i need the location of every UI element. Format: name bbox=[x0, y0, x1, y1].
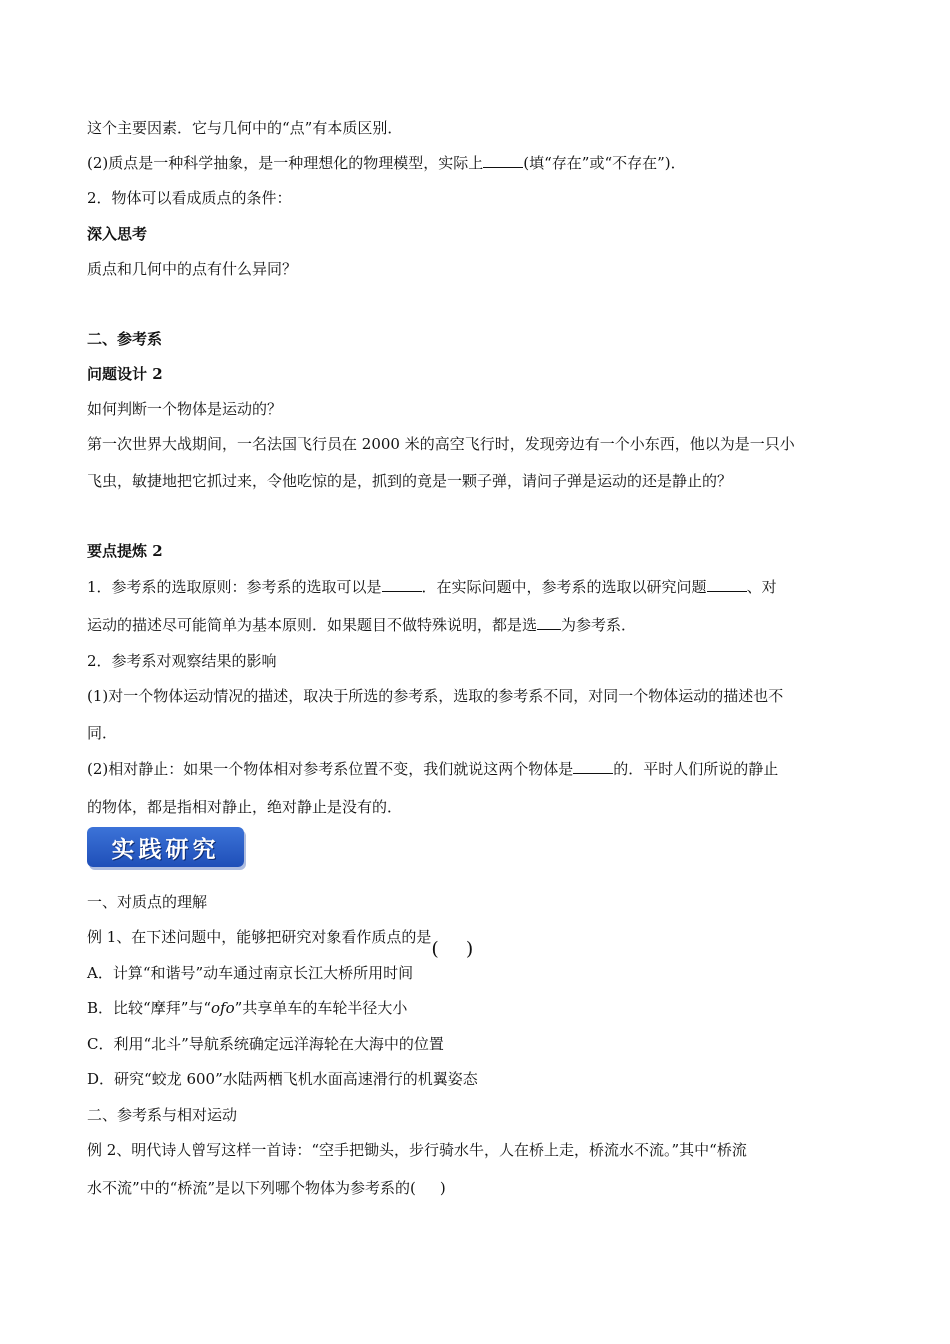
text-fragment: ofo bbox=[211, 999, 235, 1017]
text-line bbox=[87, 153, 864, 173]
paren-left: ( bbox=[431, 938, 439, 960]
text-line: (1)对一个物体运动情况的描述，取决于所选的参考系，选取的参考系不同，对同一个物体运动的描述也不 bbox=[87, 687, 784, 705]
paren-right: ) bbox=[465, 938, 474, 960]
banner-label: 实践研究 bbox=[111, 836, 220, 863]
text-line: 2．参考系对观察结果的影响 bbox=[87, 652, 277, 670]
text-line: 如何判断一个物体是运动的？ bbox=[87, 400, 283, 418]
text-fragment: ．在实际问题中，参考系的选取以研究问题 bbox=[421, 578, 707, 596]
option-d: D．研究“蛟龙 600”水陆两栖飞机水面高速滑行的机翼姿态 bbox=[87, 1070, 478, 1088]
section-heading: 问题设计 2 bbox=[87, 365, 163, 383]
question-stem: 例 2、明代诗人曾写这样一首诗：“空手把锄头，步行骑水牛，人在桥上走，桥流水不流。”其中“桥流 bbox=[87, 1141, 747, 1159]
text-line: 2．物体可以看成质点的条件： bbox=[87, 189, 292, 207]
text-fragment: (2)质点是一种科学抽象，是一种理想化的物理模型，实际上 bbox=[87, 154, 484, 172]
text-fragment: 的．平时人们所说的静止 bbox=[613, 760, 779, 778]
text-line: 第一次世界大战期间，一名法国飞行员在 2000 米的高空飞行时，发现旁边有一个小东西，他以为是一只小 bbox=[87, 435, 795, 453]
fill-blank bbox=[707, 577, 747, 592]
text-fragment: 为参考系． bbox=[561, 616, 637, 634]
section-heading: 二、参考系 bbox=[87, 330, 163, 348]
text-line: 飞虫，敏捷地把它抓过来，令他吃惊的是，抓到的竟是一颗子弹，请问子弹是运动的还是静止的？ bbox=[87, 472, 733, 490]
practice-research-banner bbox=[87, 827, 244, 867]
text-fragment: B．比较“摩拜”与“ bbox=[87, 999, 212, 1017]
section-heading: 要点提炼 2 bbox=[87, 542, 163, 560]
text-line: 这个主要因素．它与几何中的“点”有本质区别． bbox=[87, 119, 403, 137]
text-line: 的物体，都是指相对静止，绝对静止是没有的． bbox=[87, 798, 403, 816]
fill-blank bbox=[573, 759, 613, 774]
option-a: A．计算“和谐号”动车通过南京长江大桥所用时间 bbox=[87, 964, 414, 982]
text-line bbox=[87, 759, 864, 779]
text-fragment: ”共享单车的车轮半径大小 bbox=[234, 999, 408, 1017]
section-heading: 深入思考 bbox=[87, 225, 148, 243]
text-line: 同． bbox=[87, 724, 118, 742]
text-fragment: (2)相对静止：如果一个物体相对参考系位置不变，我们就说这两个物体是 bbox=[87, 760, 574, 778]
text-fragment: 、对 bbox=[746, 578, 777, 596]
text-line bbox=[87, 577, 864, 597]
option-c: C．利用“北斗”导航系统确定远洋海轮在大海中的位置 bbox=[87, 1035, 444, 1053]
text-fragment: 例 1、在下述问题中，能够把研究对象看作质点的是 bbox=[87, 928, 432, 946]
text-line: 二、参考系与相对运动 bbox=[87, 1106, 238, 1124]
text-line: 质点和几何中的点有什么异同？ bbox=[87, 260, 298, 278]
option-b bbox=[87, 998, 864, 1018]
fill-blank bbox=[382, 577, 422, 592]
question-stem bbox=[87, 927, 864, 960]
text-fragment: 1．参考系的选取原则：参考系的选取可以是 bbox=[87, 578, 382, 596]
text-fragment: (填“存在”或“不存在”)． bbox=[523, 154, 686, 172]
text-line: 一、对质点的理解 bbox=[87, 893, 208, 911]
text-fragment: 水不流”中的“桥流”是以下列哪个物体为参考系的( bbox=[87, 1179, 416, 1197]
text-fragment: 运动的描述尽可能简单为基本原则．如果题目不做特殊说明，都是选 bbox=[87, 616, 538, 634]
text-fragment: ) bbox=[439, 1179, 446, 1197]
text-line bbox=[87, 1178, 864, 1198]
fill-blank bbox=[537, 615, 561, 630]
fill-blank bbox=[483, 153, 523, 168]
text-line bbox=[87, 615, 864, 635]
